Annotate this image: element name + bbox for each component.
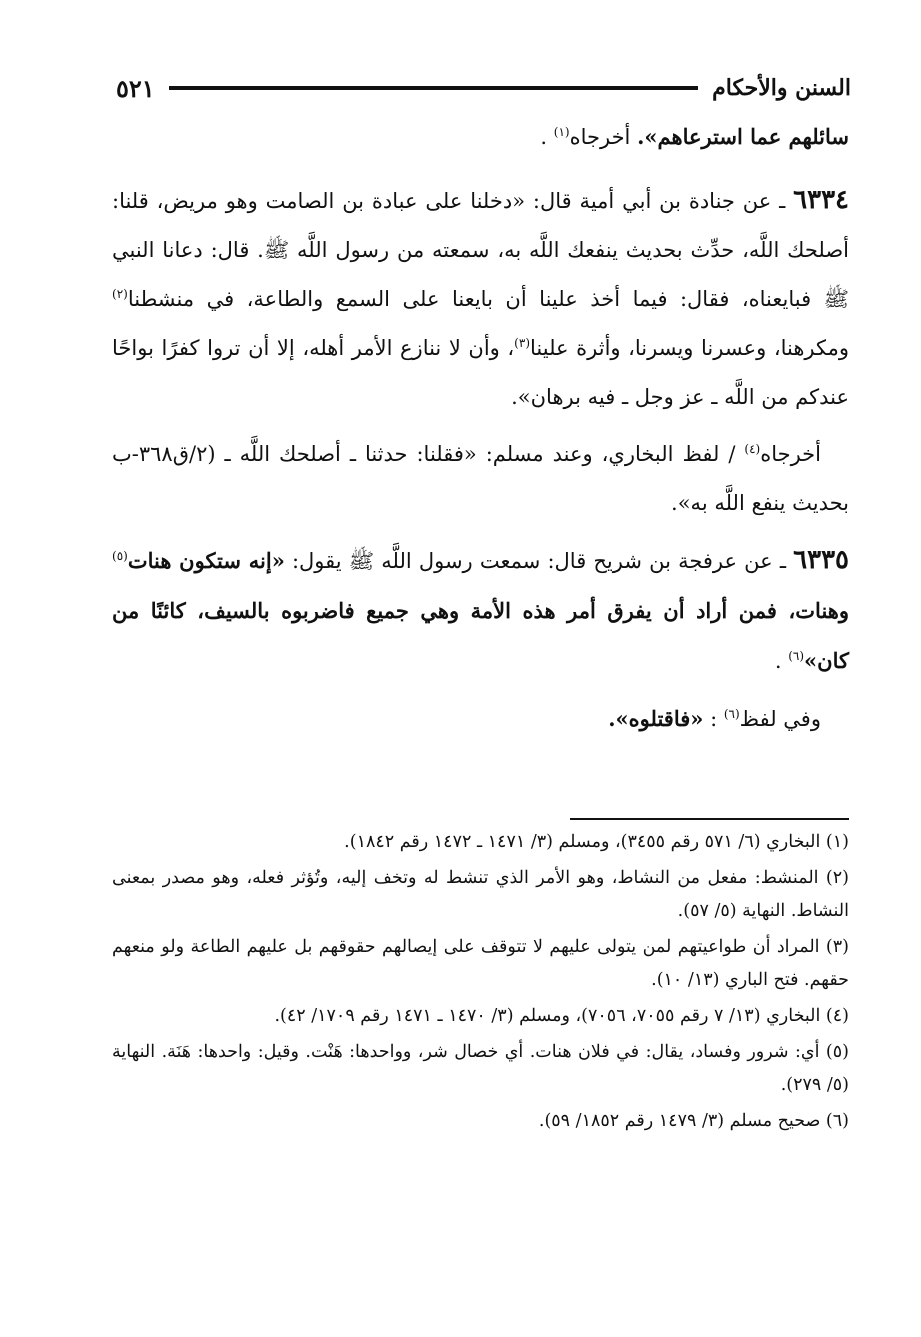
text-span: ومكرهنا، وعسرنا ويسرنا، وأثرة علينا	[530, 336, 850, 360]
footnote-3: (٣) المراد أن طواعيتهم لمن يتولى عليهم لا تتوقف على إيصالهم حقوقهم بل عليهم الطاعة ولو منعهم حقهم. فتح الباري (١٣/ ١٠).	[112, 937, 849, 990]
hadith-number: ٦٣٣٥	[793, 545, 849, 575]
hadith-6334	[112, 176, 849, 422]
main-text	[112, 112, 849, 752]
footnote-4: (٤) البخاري (١٣/ ٧ رقم ٧٠٥٥، ٧٠٥٦)، ومسلم (٣/ ١٤٧٠ ـ ١٤٧١ رقم ١٧٠٩/ ٤٢).	[274, 1006, 849, 1026]
footnote-6: (٦) صحيح مسلم (٣/ ١٤٧٩ رقم ١٨٥٢/ ٥٩).	[538, 1111, 849, 1131]
hadith-text-bold: «إنه ستكون هنات	[127, 548, 285, 573]
takhrij-paragraph	[112, 430, 849, 528]
text-span: .	[774, 649, 789, 673]
running-title: السنن والأحكام	[712, 75, 851, 101]
text-span: ، وأن لا ننازع الأمر أهله، إلا أن تروا كفرًا بواحًا عندكم من اللَّه ـ عز وجل ـ فيه برهان».	[112, 336, 849, 409]
footnote-ref: (٥)	[112, 549, 128, 563]
text-span: أخرجاه	[569, 125, 638, 149]
text-span: / لفظ البخاري، وعند مسلم: «فقلنا: حدثنا ـ أصلحك اللَّه ـ	[215, 442, 745, 466]
text-span: ـ عن جنادة بن أبي أمية قال: «دخلنا على عبادة بن الصامت وهو مريض، قلنا: أصلحك اللَّه، حدِّث بحديث ينفعك اللَّه به، سمعته من رسول اللَّه ﷺ. قال: دعانا النبي ﷺ فبايعناه، فقال: فيما أخذ علينا أن بايعنا على السمع والطاعة، في منشطنا	[112, 189, 849, 311]
footnote-ref: (٤)	[744, 442, 761, 456]
hadith-number: ٦٣٣٤	[793, 185, 849, 215]
hadith-6335	[112, 536, 849, 686]
hadith-text-bold: وهنات، فمن أراد أن يفرق أمر هذه الأمة وهي جميع فاضربوه بالسيف، كائنًا من كان»	[112, 598, 849, 673]
footnote-separator	[570, 818, 849, 820]
hadith-text-bold: سائلهم عما استرعاهم».	[637, 124, 849, 149]
footnote-5: (٥) أي: شرور وفساد، يقال: في فلان هنات. أي خصال شر، وواحدها: هَنْت. وقيل: واحدها: هَنَة. النهاية (٥/ ٢٧٩).	[112, 1042, 849, 1095]
variant-wording	[112, 694, 849, 744]
footnote-ref: (٢)	[112, 287, 128, 301]
footnote-ref: (٦)	[788, 649, 805, 663]
text-span: أخرجاه	[760, 442, 821, 466]
text-span: ـ عن عرفجة بن شريح قال: سمعت رسول اللَّه ﷺ يقول:	[284, 549, 794, 573]
manuscript-ref: (٢/ق٣٦٨-ب	[112, 442, 216, 466]
hadith-text-bold: «فاقتلوه».	[608, 706, 704, 731]
page-header	[116, 68, 851, 108]
text-span: بحديث ينفع اللَّه به».	[671, 491, 849, 515]
page-number: ٥٢١	[116, 73, 155, 103]
text-span: .	[540, 125, 554, 149]
paragraph-continuation	[112, 112, 849, 162]
footnote-ref: (١)	[553, 125, 570, 139]
text-span: :	[703, 707, 724, 731]
footnote-2: (٢) المنشط: مفعل من النشاط، وهو الأمر الذي تنشط له وتخف إليه، وتُؤثر فعله، وهو مصدر بمعنى النشاط. النهاية (٥/ ٥٧).	[112, 868, 849, 921]
footnote-ref: (٦)	[723, 707, 740, 721]
header-rule	[169, 86, 698, 90]
text-span: وفي لفظ	[739, 707, 821, 731]
footnote-1: (١) البخاري (٦/ ٥٧١ رقم ٣٤٥٥)، ومسلم (٣/ ١٤٧١ ـ ١٤٧٢ رقم ١٨٤٢).	[344, 832, 849, 852]
footnote-ref: (٣)	[514, 336, 530, 350]
footnotes	[112, 826, 849, 1141]
